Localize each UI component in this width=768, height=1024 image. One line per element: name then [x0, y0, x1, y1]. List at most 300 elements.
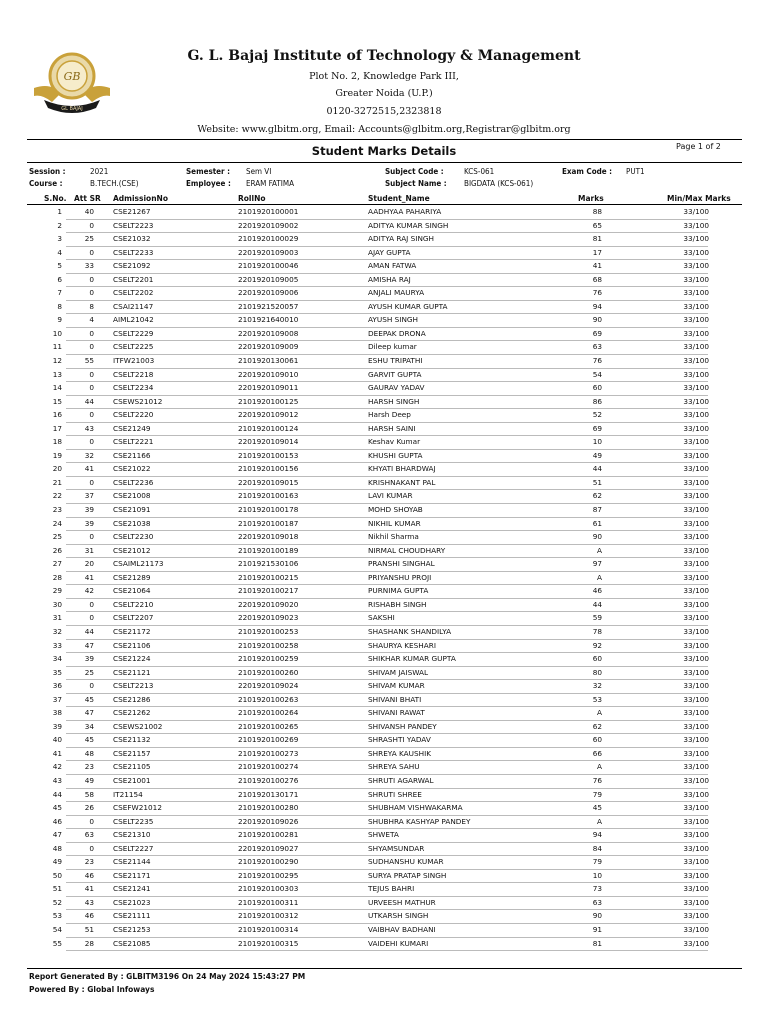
- row-student-name: SHIVANI RAWAT: [368, 708, 425, 718]
- row-sno: 7: [57, 288, 62, 298]
- row-marks: 94: [592, 301, 602, 311]
- row-admission-no: IT21154: [113, 789, 143, 799]
- row-roll-no: 2201920109003: [238, 247, 299, 257]
- row-att-sr: 49: [84, 775, 94, 785]
- row-sno: 25: [52, 532, 62, 542]
- row-marks: 91: [592, 924, 602, 934]
- row-sno: 38: [52, 708, 62, 718]
- table-row: [0, 531, 768, 545]
- row-roll-no: 2201920109023: [238, 613, 299, 623]
- row-marks: 17: [592, 247, 602, 257]
- row-att-sr: 46: [84, 870, 94, 880]
- table-row: [0, 490, 768, 504]
- row-student-name: URVEESH MATHUR: [368, 897, 436, 907]
- report-title: Student Marks Details: [311, 144, 457, 158]
- row-att-sr: 0: [89, 342, 94, 352]
- table-row: [0, 680, 768, 694]
- row-min-max-marks: 33/100: [683, 396, 709, 406]
- row-marks: 53: [592, 694, 602, 704]
- row-sno: 49: [52, 857, 62, 867]
- row-roll-no: 2101920100269: [238, 735, 299, 745]
- row-marks: 10: [592, 870, 602, 880]
- row-att-sr: 41: [84, 884, 94, 894]
- row-att-sr: 0: [89, 383, 94, 393]
- row-att-sr: 0: [89, 613, 94, 623]
- table-row: [0, 423, 768, 437]
- row-min-max-marks: 33/100: [683, 369, 709, 379]
- employee-value: ERAM FATIMA: [246, 179, 294, 188]
- row-att-sr: 0: [89, 532, 94, 542]
- row-att-sr: 44: [84, 626, 94, 636]
- table-row: [0, 883, 768, 897]
- row-sno: 55: [52, 938, 62, 948]
- row-roll-no: 2101920100274: [238, 762, 299, 772]
- row-admission-no: CSE21091: [113, 505, 151, 515]
- row-sno: 51: [52, 884, 62, 894]
- table-row: [0, 775, 768, 789]
- row-sno: 36: [52, 681, 62, 691]
- row-student-name: SHIVANSH PANDEY: [368, 721, 437, 731]
- row-att-sr: 40: [84, 207, 94, 216]
- row-marks: 76: [592, 356, 602, 366]
- row-marks: 52: [592, 410, 602, 420]
- row-admission-no: CSE21085: [113, 938, 151, 948]
- row-att-sr: 0: [89, 247, 94, 257]
- divider-meta: [27, 162, 742, 163]
- row-att-sr: 32: [84, 450, 94, 460]
- semester-label: Semester :: [186, 167, 230, 176]
- row-sno: 17: [52, 423, 62, 433]
- row-roll-no: 2201920109009: [238, 342, 299, 352]
- row-sno: 6: [57, 274, 62, 284]
- row-marks: 60: [592, 383, 602, 393]
- row-roll-no: 2101920100295: [238, 870, 299, 880]
- row-sno: 30: [52, 599, 62, 609]
- row-att-sr: 39: [84, 505, 94, 515]
- row-admission-no: CSELT2235: [113, 816, 154, 826]
- row-student-name: SHREYA SAHU: [368, 762, 420, 772]
- row-admission-no: CSE21157: [113, 748, 151, 758]
- row-admission-no: CSE21166: [113, 450, 151, 460]
- table-row: [0, 748, 768, 762]
- row-student-name: KHUSHI GUPTA: [368, 450, 423, 460]
- row-roll-no: 2101921640010: [238, 315, 299, 325]
- table-row: [0, 694, 768, 708]
- row-marks: A: [597, 708, 602, 718]
- row-student-name: SHUBHAM VISHWAKARMA: [368, 803, 463, 813]
- row-marks: A: [597, 816, 602, 826]
- row-min-max-marks: 33/100: [683, 708, 709, 718]
- row-marks: 76: [592, 775, 602, 785]
- row-min-max-marks: 33/100: [683, 857, 709, 867]
- row-student-name: SHUBHRA KASHYAP PANDEY: [368, 816, 471, 826]
- row-att-sr: 0: [89, 328, 94, 338]
- row-marks: A: [597, 545, 602, 555]
- row-roll-no: 2101920100029: [238, 234, 299, 244]
- row-sno: 46: [52, 816, 62, 826]
- row-marks: 66: [592, 748, 602, 758]
- table-row: [0, 856, 768, 870]
- row-admission-no: CSELT2201: [113, 274, 154, 284]
- row-roll-no: 2101920100273: [238, 748, 299, 758]
- table-row: [0, 843, 768, 857]
- table-row: [0, 816, 768, 830]
- divider-header: [27, 204, 742, 205]
- row-marks: 90: [592, 532, 602, 542]
- row-sno: 26: [52, 545, 62, 555]
- row-roll-no: 2101920100259: [238, 654, 299, 664]
- institute-name: G. L. Bajaj Institute of Technology & Management: [187, 48, 581, 64]
- row-student-name: SAKSHI: [368, 613, 395, 623]
- table-row: [0, 910, 768, 924]
- row-admission-no: CSE21121: [113, 667, 151, 677]
- row-sno: 2: [57, 220, 62, 230]
- row-roll-no: 2101920100314: [238, 924, 299, 934]
- row-student-name: PRANSHI SINGHAL: [368, 559, 435, 569]
- row-student-name: NIKHIL KUMAR: [368, 518, 421, 528]
- row-min-max-marks: 33/100: [683, 532, 709, 542]
- row-admission-no: CSE21224: [113, 654, 151, 664]
- table-row: [0, 260, 768, 274]
- row-sno: 21: [52, 477, 62, 487]
- row-student-name: AMAN FATWA: [368, 261, 417, 271]
- row-sno: 53: [52, 911, 62, 921]
- row-student-name: AMISHA RAJ: [368, 274, 411, 284]
- row-min-max-marks: 33/100: [683, 884, 709, 894]
- col-header-att-sr: Att SR: [74, 194, 101, 203]
- subject-code-value: KCS-061: [464, 167, 495, 176]
- row-admission-no: CSELT2223: [113, 220, 154, 230]
- row-roll-no: 2201920109005: [238, 274, 299, 284]
- session-value: 2021: [90, 167, 109, 176]
- row-att-sr: 39: [84, 518, 94, 528]
- table-row: [0, 789, 768, 803]
- row-min-max-marks: 33/100: [683, 274, 709, 284]
- row-marks: 63: [592, 342, 602, 352]
- course-label: Course :: [29, 179, 63, 188]
- row-student-name: SHRUTI AGARWAL: [368, 775, 434, 785]
- table-row: [0, 572, 768, 586]
- row-marks: A: [597, 762, 602, 772]
- row-sno: 22: [52, 491, 62, 501]
- row-roll-no: 2201920109026: [238, 816, 299, 826]
- table-row: [0, 829, 768, 843]
- col-header-min-max-marks: Min/Max Marks: [667, 194, 731, 203]
- row-min-max-marks: 33/100: [683, 410, 709, 420]
- row-att-sr: 51: [84, 924, 94, 934]
- row-sno: 43: [52, 775, 62, 785]
- row-admission-no: CSE21171: [113, 870, 151, 880]
- col-header-sno: S.No.: [44, 194, 67, 203]
- row-min-max-marks: 33/100: [683, 748, 709, 758]
- row-student-name: ESHU TRIPATHI: [368, 356, 423, 366]
- row-marks: 54: [592, 369, 602, 379]
- course-value: B.TECH.(CSE): [90, 179, 139, 188]
- exam-code-label: Exam Code :: [562, 167, 613, 176]
- row-att-sr: 28: [84, 938, 94, 948]
- row-student-name: SHRUTI SHREE: [368, 789, 422, 799]
- row-admission-no: CSE21267: [113, 207, 151, 216]
- row-student-name: PRIYANSHU PROJI: [368, 572, 432, 582]
- row-student-name: Harsh Deep: [368, 410, 411, 420]
- row-student-name: SHAURYA KESHARI: [368, 640, 436, 650]
- row-admission-no: CSAI21147: [113, 301, 154, 311]
- row-sno: 32: [52, 626, 62, 636]
- row-att-sr: 39: [84, 654, 94, 664]
- row-roll-no: 2101920130061: [238, 356, 299, 366]
- row-student-name: TEJUS BAHRI: [368, 884, 415, 894]
- row-att-sr: 31: [84, 545, 94, 555]
- row-marks: 90: [592, 911, 602, 921]
- row-student-name: VAIDEHI KUMARI: [368, 938, 429, 948]
- report-generated-by: Report Generated By : GLBITM3196 On 24 May 2024 15:43:27 PM: [29, 972, 306, 981]
- row-marks: 62: [592, 491, 602, 501]
- row-student-name: AYUSH SINGH: [368, 315, 419, 325]
- row-sno: 41: [52, 748, 62, 758]
- row-sno: 37: [52, 694, 62, 704]
- marks-table-body: [0, 206, 768, 951]
- row-min-max-marks: 33/100: [683, 342, 709, 352]
- table-row: [0, 409, 768, 423]
- row-min-max-marks: 33/100: [683, 735, 709, 745]
- row-marks: 44: [592, 599, 602, 609]
- row-marks: 49: [592, 450, 602, 460]
- row-roll-no: 2101920130171: [238, 789, 299, 799]
- row-marks: 44: [592, 464, 602, 474]
- row-roll-no: 2101920100265: [238, 721, 299, 731]
- row-min-max-marks: 33/100: [683, 911, 709, 921]
- row-admission-no: CSE21008: [113, 491, 151, 501]
- row-admission-no: CSELT2225: [113, 342, 154, 352]
- row-roll-no: 2101920100001: [238, 207, 299, 216]
- table-row: [0, 558, 768, 572]
- row-roll-no: 2101920100215: [238, 572, 299, 582]
- table-row: [0, 612, 768, 626]
- row-att-sr: 23: [84, 857, 94, 867]
- row-student-name: AJAY GUPTA: [368, 247, 411, 257]
- row-att-sr: 20: [84, 559, 94, 569]
- row-att-sr: 0: [89, 599, 94, 609]
- row-student-name: HARSH SAINI: [368, 423, 416, 433]
- row-admission-no: CSE21106: [113, 640, 151, 650]
- row-sno: 8: [57, 301, 62, 311]
- row-att-sr: 58: [84, 789, 94, 799]
- row-roll-no: 2101920100280: [238, 803, 299, 813]
- col-header-marks: Marks: [578, 194, 604, 203]
- row-roll-no: 2201920109015: [238, 477, 299, 487]
- row-min-max-marks: 33/100: [683, 356, 709, 366]
- row-admission-no: CSELT2233: [113, 247, 154, 257]
- row-min-max-marks: 33/100: [683, 613, 709, 623]
- row-student-name: Dileep kumar: [368, 342, 417, 352]
- row-marks: 60: [592, 654, 602, 664]
- row-admission-no: CSE21289: [113, 572, 151, 582]
- page-number: Page 1 of 2: [676, 142, 721, 151]
- subject-code-label: Subject Code :: [385, 167, 444, 176]
- table-row: [0, 599, 768, 613]
- row-min-max-marks: 33/100: [683, 559, 709, 569]
- row-admission-no: CSE21012: [113, 545, 151, 555]
- row-sno: 54: [52, 924, 62, 934]
- row-att-sr: 26: [84, 803, 94, 813]
- row-min-max-marks: 33/100: [683, 626, 709, 636]
- row-marks: 73: [592, 884, 602, 894]
- row-admission-no: CSEWS21012: [113, 396, 163, 406]
- svg-text:GB: GB: [63, 70, 81, 83]
- row-att-sr: 0: [89, 477, 94, 487]
- table-row: [0, 463, 768, 477]
- subject-name-label: Subject Name :: [385, 179, 447, 188]
- row-admission-no: CSE21023: [113, 897, 151, 907]
- row-roll-no: 2101920100281: [238, 830, 299, 840]
- divider-top: [27, 139, 742, 140]
- row-marks: 88: [592, 207, 602, 216]
- row-min-max-marks: 33/100: [683, 789, 709, 799]
- row-student-name: SUDHANSHU KUMAR: [368, 857, 444, 867]
- row-roll-no: 2101920100260: [238, 667, 299, 677]
- table-row: [0, 707, 768, 721]
- row-student-name: SHIVAM JAISWAL: [368, 667, 429, 677]
- row-min-max-marks: 33/100: [683, 450, 709, 460]
- row-min-max-marks: 33/100: [683, 843, 709, 853]
- row-admission-no: CSE21241: [113, 884, 151, 894]
- table-row: [0, 328, 768, 342]
- row-min-max-marks: 33/100: [683, 518, 709, 528]
- table-row: [0, 436, 768, 450]
- table-row: [0, 206, 768, 220]
- row-student-name: DEEPAK DRONA: [368, 328, 426, 338]
- row-roll-no: 2201920109020: [238, 599, 299, 609]
- row-att-sr: 48: [84, 748, 94, 758]
- row-student-name: RISHABH SINGH: [368, 599, 427, 609]
- row-sno: 45: [52, 803, 62, 813]
- row-min-max-marks: 33/100: [683, 775, 709, 785]
- table-row: [0, 369, 768, 383]
- row-sno: 35: [52, 667, 62, 677]
- row-att-sr: 4: [89, 315, 94, 325]
- row-roll-no: 2201920109027: [238, 843, 299, 853]
- table-row: [0, 870, 768, 884]
- row-att-sr: 43: [84, 897, 94, 907]
- row-att-sr: 63: [84, 830, 94, 840]
- row-att-sr: 23: [84, 762, 94, 772]
- row-att-sr: 8: [89, 301, 94, 311]
- row-att-sr: 46: [84, 911, 94, 921]
- row-marks: 68: [592, 274, 602, 284]
- row-admission-no: CSE21253: [113, 924, 151, 934]
- row-min-max-marks: 33/100: [683, 437, 709, 447]
- row-marks: 60: [592, 735, 602, 745]
- row-min-max-marks: 33/100: [683, 247, 709, 257]
- row-marks: 61: [592, 518, 602, 528]
- row-sno: 12: [52, 356, 62, 366]
- table-row: [0, 233, 768, 247]
- row-roll-no: 2201920109008: [238, 328, 299, 338]
- row-roll-no: 2101920100263: [238, 694, 299, 704]
- row-student-name: AADHYAA PAHARIYA: [368, 207, 442, 216]
- row-student-name: SHIVAM KUMAR: [368, 681, 425, 691]
- col-header-roll-no: RollNo: [238, 194, 266, 203]
- row-sno: 42: [52, 762, 62, 772]
- row-admission-no: CSEWS21002: [113, 721, 163, 731]
- row-marks: 81: [592, 234, 602, 244]
- row-marks: 63: [592, 897, 602, 907]
- table-row: [0, 640, 768, 654]
- row-student-name: GARVIT GUPTA: [368, 369, 422, 379]
- row-admission-no: CSE21132: [113, 735, 151, 745]
- row-min-max-marks: 33/100: [683, 464, 709, 474]
- row-student-name: Keshav Kumar: [368, 437, 421, 447]
- row-admission-no: CSELT2236: [113, 477, 154, 487]
- row-min-max-marks: 33/100: [683, 423, 709, 433]
- row-marks: 97: [592, 559, 602, 569]
- row-student-name: ADITYA RAJ SINGH: [368, 234, 435, 244]
- row-sno: 40: [52, 735, 62, 745]
- row-att-sr: 0: [89, 816, 94, 826]
- row-marks: 45: [592, 803, 602, 813]
- table-row: [0, 545, 768, 559]
- row-roll-no: 2101921520057: [238, 301, 299, 311]
- row-admission-no: CSE21022: [113, 464, 151, 474]
- row-roll-no: 2101920100264: [238, 708, 299, 718]
- row-roll-no: 2101920100187: [238, 518, 299, 528]
- row-roll-no: 2101920100178: [238, 505, 299, 515]
- row-admission-no: CSELT2230: [113, 532, 154, 542]
- row-att-sr: 44: [84, 396, 94, 406]
- row-admission-no: CSE21249: [113, 423, 151, 433]
- row-sno: 10: [52, 328, 62, 338]
- divider-bottom: [27, 968, 742, 969]
- row-student-name: HARSH SINGH: [368, 396, 420, 406]
- row-student-name: GAURAV YADAV: [368, 383, 425, 393]
- row-min-max-marks: 33/100: [683, 830, 709, 840]
- row-divider: [66, 950, 708, 951]
- subject-name-value: BIGDATA (KCS-061): [464, 179, 534, 188]
- row-min-max-marks: 33/100: [683, 572, 709, 582]
- row-sno: 31: [52, 613, 62, 623]
- row-att-sr: 0: [89, 274, 94, 284]
- row-student-name: ADITYA KUMAR SINGH: [368, 220, 449, 230]
- row-sno: 24: [52, 518, 62, 528]
- row-min-max-marks: 33/100: [683, 301, 709, 311]
- row-roll-no: 2101920100124: [238, 423, 299, 433]
- row-min-max-marks: 33/100: [683, 667, 709, 677]
- address-line-2: Greater Noida (U.P.): [335, 88, 433, 99]
- row-att-sr: 45: [84, 694, 94, 704]
- row-admission-no: CSELT2234: [113, 383, 154, 393]
- row-admission-no: AIML21042: [113, 315, 154, 325]
- row-min-max-marks: 33/100: [683, 586, 709, 596]
- row-roll-no: 2201920109014: [238, 437, 299, 447]
- row-roll-no: 2101921530106: [238, 559, 299, 569]
- row-admission-no: CSE21001: [113, 775, 151, 785]
- row-roll-no: 2101920100153: [238, 450, 299, 460]
- table-row: [0, 382, 768, 396]
- row-marks: 78: [592, 626, 602, 636]
- row-student-name: ANJALI MAURYA: [368, 288, 425, 298]
- phone-number: 0120-3272515,2323818: [326, 106, 442, 117]
- row-sno: 5: [57, 261, 62, 271]
- row-min-max-marks: 33/100: [683, 288, 709, 298]
- row-att-sr: 55: [84, 356, 94, 366]
- row-admission-no: CSE21064: [113, 586, 151, 596]
- row-admission-no: CSE21286: [113, 694, 151, 704]
- row-sno: 47: [52, 830, 62, 840]
- row-marks: 90: [592, 315, 602, 325]
- row-marks: 86: [592, 396, 602, 406]
- row-admission-no: CSE21038: [113, 518, 151, 528]
- row-student-name: AYUSH KUMAR GUPTA: [368, 301, 448, 311]
